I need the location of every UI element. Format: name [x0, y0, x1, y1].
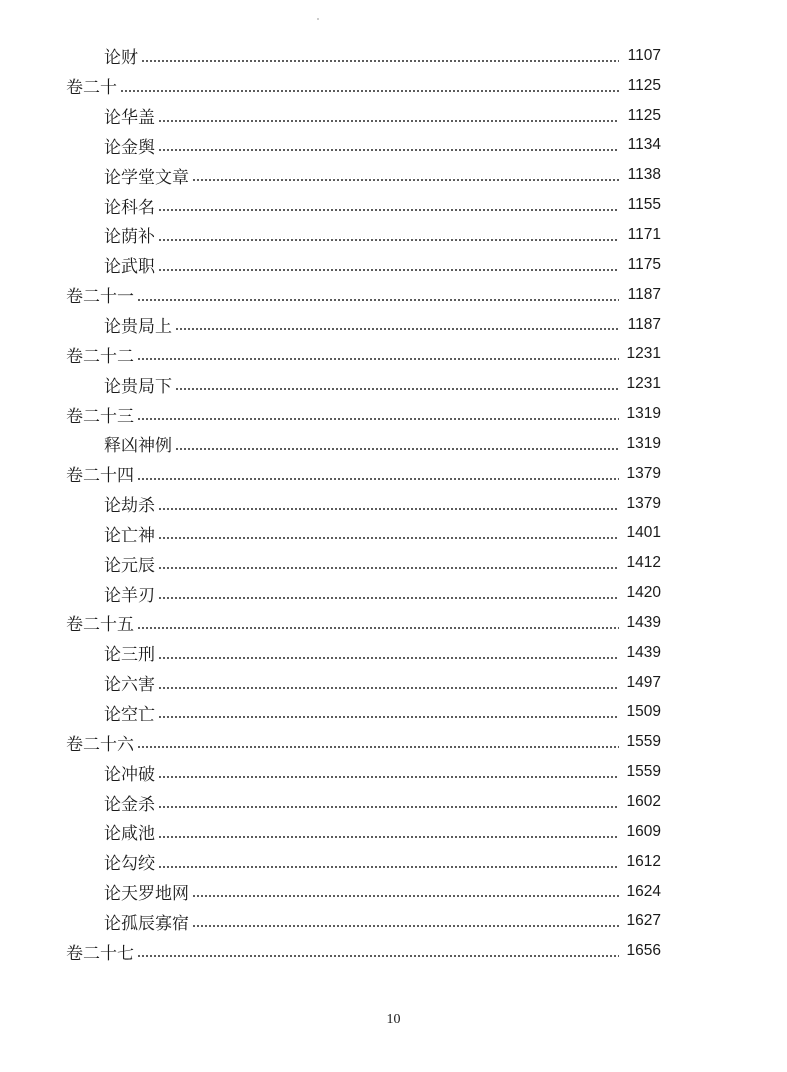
toc-entry-page: 1612 [626, 852, 661, 870]
dot-leader [158, 866, 619, 868]
toc-chapter-entry[interactable] [0, 727, 787, 757]
dot-leader [158, 537, 619, 539]
dot-leader [158, 120, 619, 122]
toc-chapter-entry[interactable] [0, 339, 787, 369]
toc-entry-page: 1319 [626, 405, 661, 423]
dot-leader [158, 239, 619, 241]
toc-entry-page: 1379 [626, 464, 661, 482]
dot-leader [137, 418, 619, 420]
dot-leader [141, 60, 619, 62]
toc-entry-page: 1107 [627, 46, 661, 64]
toc-entry-page: 1187 [627, 315, 661, 333]
toc-entry-page: 1559 [626, 763, 661, 781]
dot-leader [175, 388, 619, 390]
toc-entry-page: 1231 [626, 345, 661, 363]
toc-entry-title: 论荫补 [104, 227, 155, 248]
toc-section-entry[interactable] [0, 220, 787, 250]
toc-section-entry[interactable] [0, 519, 787, 549]
dot-leader [137, 746, 619, 748]
toc-entry-title: 卷二十四 [66, 466, 134, 487]
toc-entry-page: 1125 [627, 76, 661, 94]
toc-section-entry[interactable] [0, 906, 787, 936]
dot-leader [158, 149, 619, 151]
toc-entry-page: 1602 [626, 793, 661, 811]
toc-section-entry[interactable] [0, 310, 787, 340]
toc-entry-title: 卷二十 [66, 78, 117, 99]
dot-leader [158, 806, 619, 808]
toc-entry-title: 论冲破 [104, 764, 155, 785]
toc-section-entry[interactable] [0, 877, 787, 907]
toc-chapter-entry[interactable] [0, 459, 787, 489]
toc-section-entry[interactable] [0, 489, 787, 519]
toc-section-entry[interactable] [0, 369, 787, 399]
dot-leader [158, 508, 619, 510]
toc-entry-title: 卷二十五 [66, 615, 134, 636]
toc-section-entry[interactable] [0, 787, 787, 817]
toc-entry-page: 1624 [626, 882, 661, 900]
table-of-contents [0, 41, 787, 966]
toc-entry-title: 论贵局上 [104, 317, 172, 338]
dot-leader [175, 328, 619, 330]
toc-section-entry[interactable] [0, 698, 787, 728]
toc-entry-title: 卷二十二 [66, 346, 134, 367]
toc-section-entry[interactable] [0, 41, 787, 71]
toc-entry-title: 论学堂文章 [104, 167, 189, 188]
toc-entry-page: 1509 [626, 703, 661, 721]
toc-section-entry[interactable] [0, 757, 787, 787]
toc-chapter-entry[interactable] [0, 936, 787, 966]
toc-entry-title: 论勾绞 [104, 854, 155, 875]
toc-section-entry[interactable] [0, 429, 787, 459]
toc-entry-title: 卷二十三 [66, 406, 134, 427]
toc-entry-title: 论贵局下 [104, 376, 172, 397]
dot-leader [158, 567, 619, 569]
toc-entry-title: 论空亡 [104, 704, 155, 725]
toc-entry-title: 卷二十七 [66, 943, 134, 964]
dot-leader [158, 209, 619, 211]
dot-leader [158, 776, 619, 778]
toc-section-entry[interactable] [0, 190, 787, 220]
toc-section-entry[interactable] [0, 131, 787, 161]
toc-section-entry[interactable] [0, 578, 787, 608]
toc-entry-page: 1155 [627, 196, 661, 214]
toc-chapter-entry[interactable] [0, 608, 787, 638]
toc-entry-title: 论咸池 [104, 824, 155, 845]
toc-entry-title: 卷二十一 [66, 287, 134, 308]
dot-leader [175, 448, 619, 450]
toc-section-entry[interactable] [0, 817, 787, 847]
toc-entry-page: 1609 [626, 822, 661, 840]
dot-leader [158, 836, 619, 838]
toc-entry-title: 卷二十六 [66, 734, 134, 755]
toc-entry-title: 释凶神例 [104, 436, 172, 457]
toc-chapter-entry[interactable] [0, 71, 787, 101]
toc-entry-title: 论孤辰寡宿 [104, 913, 189, 934]
toc-entry-title: 论三刑 [104, 645, 155, 666]
page-number: 10 [386, 1012, 401, 1027]
dot-leader [137, 358, 619, 360]
toc-section-entry[interactable] [0, 548, 787, 578]
toc-entry-title: 论亡神 [104, 525, 155, 546]
dot-leader [192, 925, 619, 927]
dot-leader [158, 716, 619, 718]
toc-entry-page: 1627 [626, 912, 661, 930]
toc-entry-page: 1439 [626, 643, 661, 661]
toc-entry-title: 论武职 [104, 257, 155, 278]
toc-entry-page: 1412 [626, 554, 661, 572]
toc-entry-page: 1171 [627, 225, 661, 243]
dot-leader [137, 478, 619, 480]
toc-entry-page: 1175 [627, 255, 661, 273]
toc-entry-page: 1497 [626, 673, 661, 691]
toc-entry-title: 论金杀 [104, 794, 155, 815]
toc-entry-page: 1379 [626, 494, 661, 512]
toc-entry-page: 1138 [627, 166, 661, 184]
scan-speck [317, 18, 319, 20]
toc-section-entry[interactable] [0, 847, 787, 877]
dot-leader [158, 657, 619, 659]
toc-section-entry[interactable] [0, 668, 787, 698]
dot-leader [137, 627, 619, 629]
toc-entry-page: 1439 [626, 613, 661, 631]
dot-leader [192, 895, 619, 897]
toc-section-entry[interactable] [0, 638, 787, 668]
toc-chapter-entry[interactable] [0, 399, 787, 429]
dot-leader [192, 179, 619, 181]
toc-section-entry[interactable] [0, 160, 787, 190]
toc-entry-title: 论金舆 [104, 137, 155, 158]
toc-entry-title: 论劫杀 [104, 496, 155, 517]
toc-entry-page: 1125 [627, 106, 661, 124]
toc-entry-page: 1420 [626, 584, 661, 602]
dot-leader [137, 299, 619, 301]
toc-entry-page: 1231 [626, 375, 661, 393]
dot-leader [158, 687, 619, 689]
toc-section-entry[interactable] [0, 101, 787, 131]
toc-entry-page: 1401 [626, 524, 661, 542]
toc-entry-title: 论六害 [104, 675, 155, 696]
toc-entry-title: 论华盖 [104, 108, 155, 129]
toc-entry-title: 论科名 [104, 197, 155, 218]
dot-leader [137, 955, 619, 957]
toc-entry-page: 1187 [627, 285, 661, 303]
toc-chapter-entry[interactable] [0, 280, 787, 310]
toc-entry-title: 论天罗地网 [104, 884, 189, 905]
toc-entry-page: 1319 [626, 434, 661, 452]
toc-entry-title: 论元辰 [104, 555, 155, 576]
toc-entry-page: 1134 [627, 136, 661, 154]
toc-entry-title: 论羊刃 [104, 585, 155, 606]
toc-entry-page: 1559 [626, 733, 661, 751]
dot-leader [158, 597, 619, 599]
toc-section-entry[interactable] [0, 250, 787, 280]
dot-leader [120, 90, 619, 92]
toc-entry-page: 1656 [626, 942, 661, 960]
dot-leader [158, 269, 619, 271]
toc-entry-title: 论财 [104, 48, 138, 69]
